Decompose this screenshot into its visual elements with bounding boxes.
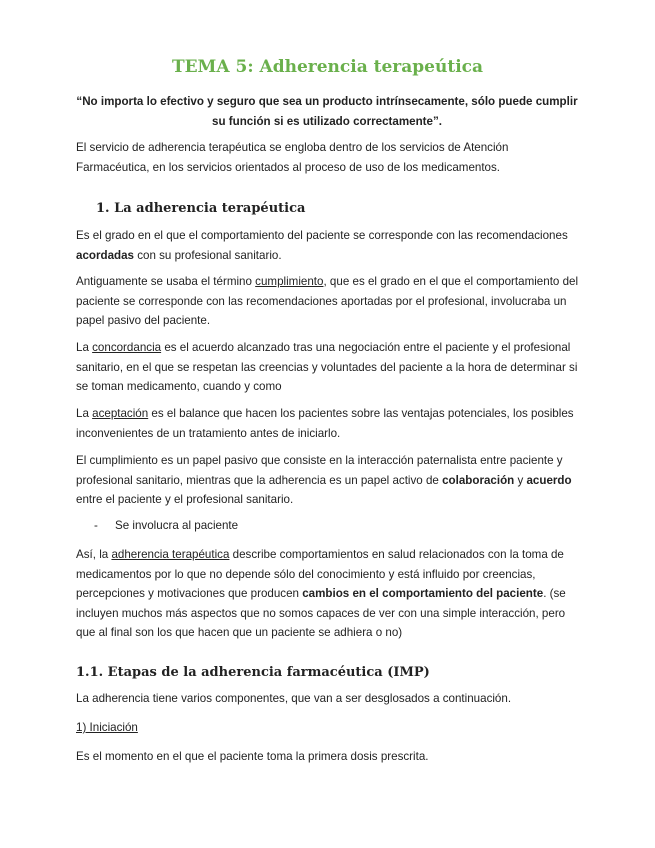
page-title: TEMA 5: Adherencia terapeútica <box>171 57 484 77</box>
underlined-term: cumplimiento <box>255 275 324 288</box>
underlined-term: concordancia <box>92 341 162 354</box>
paragraph-aceptacion: La aceptación es el balance que hacen los pacientes sobre las ventajas potenciales, los posibles inconvenientes de un tratamiento antes de iniciarlo. <box>76 407 574 440</box>
paragraph-componentes: La adherencia tiene varios componentes, que van a ser desglosados a continuación. <box>76 692 512 705</box>
intro-paragraph: El servicio de adherencia terapéutica se engloba dentro de los servicios de Atención Farmacéutica, en los servicios orientados al proceso de uso de los medicamentos. <box>76 141 509 174</box>
bullet-text: Se involucra al paciente <box>115 519 239 532</box>
bold-term: colaboración <box>442 473 515 487</box>
subheading-iniciacion: 1) Iniciación <box>76 721 138 734</box>
paragraph-concordancia: La concordancia es el acuerdo alcanzado tras una negociación entre el paciente y el profesional sanitario, en el que se respetan las creencias y voluntades del paciente a la hora de determinar si se toman medicamento, cuando y como <box>76 341 578 393</box>
underlined-term: adherencia terapéutica <box>111 548 230 561</box>
quote: “No importa lo efectivo y seguro que sea un producto intrínsecamente, sólo puede cumplir su función si es utilizado correctamente”. <box>76 95 578 128</box>
bold-term: cambios en el comportamiento del paciente <box>302 587 544 600</box>
section-heading-1: 1. La adherencia terapéutica <box>96 201 306 216</box>
bold-term: acuerdo <box>526 473 572 487</box>
paragraph-adherencia-terapeutica: Así, la adherencia terapéutica describe comportamientos en salud relacionados con la toma de medicamentos por lo que no depende sólo del conocimiento y está influido por creencias, percepciones y motivaciones que producen cambios en el comportamiento del paciente. (se incluyen muchos más aspectos que no somos capaces de ver con una simple interacción, pero que al final son los que hacen que un paciente se adhiera o no) <box>76 548 566 639</box>
paragraph-definition: Es el grado en el que el comportamiento del paciente se corresponde con las recomendaciones acordadas con su profesional sanitario. <box>76 229 568 262</box>
bullet-marker: - <box>94 519 98 532</box>
paragraph-cumplimiento: Antiguamente se usaba el término cumplimiento, que es el grado en el que el comportamiento del paciente se corresponde con las recomendaciones aportadas por el profesional, involucraba un papel pasivo del paciente. <box>76 275 579 327</box>
underlined-term: aceptación <box>92 407 149 420</box>
paragraph-iniciacion: Es el momento en el que el paciente toma la primera dosis prescrita. <box>76 750 429 763</box>
paragraph-cumplimiento-vs-adherencia: El cumplimiento es un papel pasivo que consiste en la interacción paternalista entre paciente y profesional sanitario, mientras que la adherencia es un papel activo de colaboración y acuerdo entre el paciente y el profesional sanitario. <box>76 454 572 506</box>
bold-term: acordadas <box>76 248 134 262</box>
section-heading-1-1: 1.1. Etapas de la adherencia farmacéutica (IMP) <box>76 665 430 680</box>
